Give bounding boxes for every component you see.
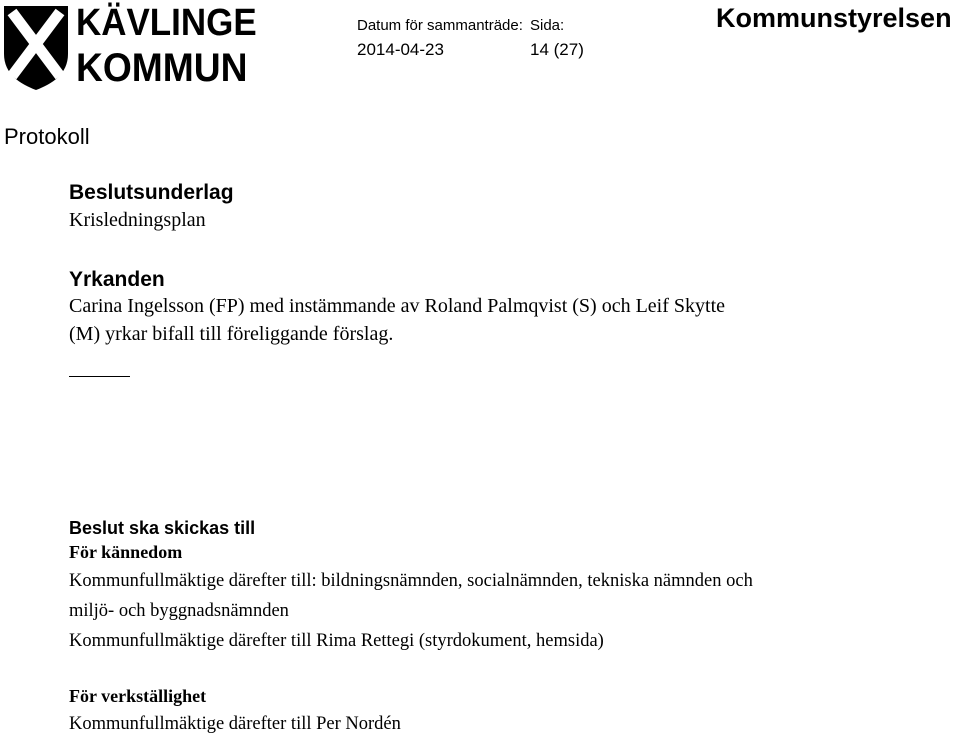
decision-basis-heading: Beslutsunderlag [69, 181, 234, 204]
logo-line-2: KOMMUN [76, 46, 248, 90]
board-name: Kommunstyrelsen [716, 3, 952, 33]
page-label: Sida: [530, 17, 565, 34]
logo-line-1: KÄVLINGE [76, 2, 257, 44]
document-type: Protokoll [4, 124, 90, 149]
section-separator [69, 376, 130, 377]
meeting-date-label: Datum för sammanträde: [357, 17, 523, 34]
page-number-value: 14 (27) [530, 40, 584, 59]
distribution-heading: Beslut ska skickas till [69, 518, 256, 538]
for-information-line: miljö- och byggnadsnämnden [69, 601, 289, 621]
meeting-date-value: 2014-04-23 [357, 40, 444, 59]
motions-text-line: (M) yrkar bifall till föreliggande förslag. [69, 323, 394, 345]
motions-heading: Yrkanden [69, 268, 165, 291]
for-information-heading: För kännedom [69, 542, 183, 562]
for-execution-line: Kommunfullmäktige därefter till Per Nordén [69, 714, 401, 734]
for-information-line: Kommunfullmäktige därefter till Rima Rettegi (styrdokument, hemsida) [69, 631, 604, 651]
decision-basis-item: Krisledningsplan [69, 209, 206, 231]
kavlinge-shield-logo [2, 4, 70, 92]
for-execution-heading: För verkställighet [69, 686, 207, 706]
motions-text-line: Carina Ingelsson (FP) med instämmande av Roland Palmqvist (S) och Leif Skytte [69, 295, 726, 317]
for-information-line: Kommunfullmäktige därefter till: bildningsnämnden, socialnämnden, tekniska nämnden och [69, 571, 753, 591]
kavlinge-kommun-wordmark [76, 2, 257, 92]
